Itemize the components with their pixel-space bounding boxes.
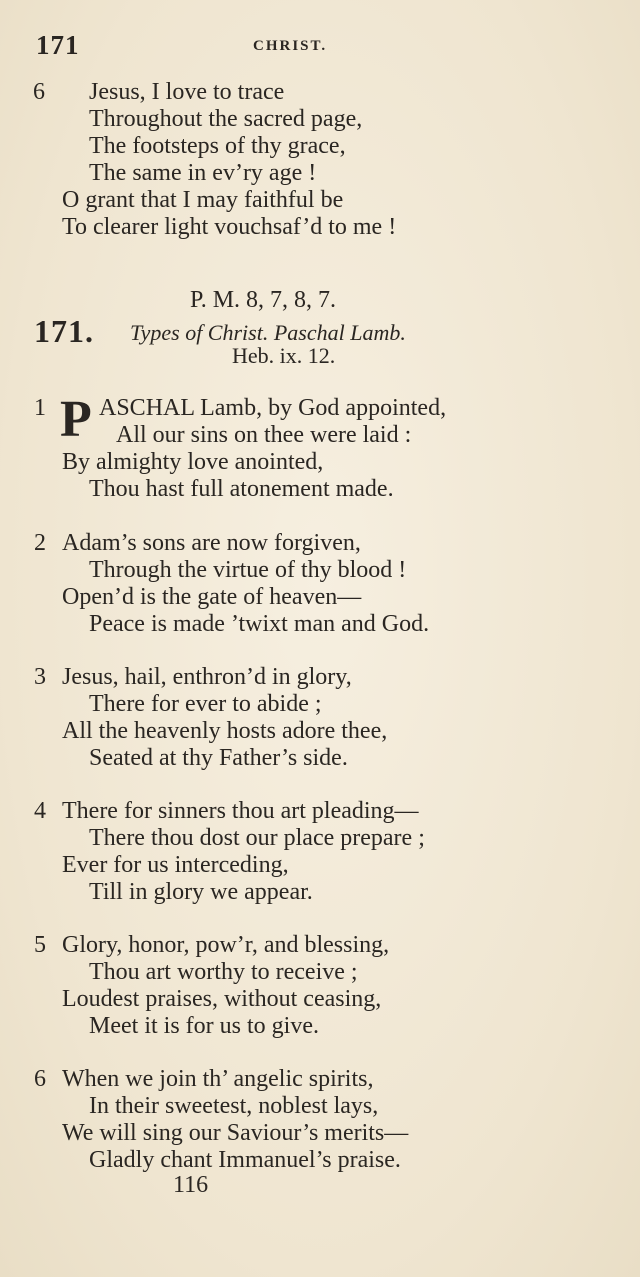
verse-line: All our sins on thee were laid : bbox=[116, 422, 412, 448]
verse-line: Loudest praises, without ceasing, bbox=[62, 986, 382, 1012]
hymn-title: Types of Christ. Paschal Lamb. bbox=[130, 320, 406, 345]
verse-line: Meet it is for us to give. bbox=[89, 1013, 319, 1039]
verse-line: Jesus, hail, enthron’d in glory, bbox=[62, 664, 352, 690]
verse-line: Throughout the sacred page, bbox=[89, 106, 363, 132]
verse-line: Glory, honor, pow’r, and blessing, bbox=[62, 932, 390, 958]
verse-line: Peace is made ’twixt man and God. bbox=[89, 611, 430, 637]
verse-line: All the heavenly hosts adore thee, bbox=[62, 718, 388, 744]
drop-cap: P bbox=[60, 391, 92, 448]
verse-number: 3 bbox=[34, 664, 46, 690]
verse-line: Seated at thy Father’s side. bbox=[89, 745, 348, 771]
hymn-meter: P. M. 8, 7, 8, 7. bbox=[190, 287, 337, 313]
verse-line: In their sweetest, noblest lays, bbox=[89, 1093, 379, 1119]
verse-line: There for sinners thou art pleading— bbox=[62, 798, 419, 824]
verse-line: Thou art worthy to receive ; bbox=[89, 959, 358, 985]
verse-number: 6 bbox=[33, 79, 45, 105]
verse-line: ASCHAL Lamb, by God appointed, bbox=[99, 395, 447, 421]
verse-line: Thou hast full atonement made. bbox=[89, 476, 394, 502]
hymn-number: 171. bbox=[34, 313, 94, 349]
verse-line: Adam’s sons are now forgiven, bbox=[62, 530, 361, 556]
verse-line: Gladly chant Immanuel’s praise. bbox=[89, 1147, 401, 1173]
verse-line: The same in ev’ry age ! bbox=[89, 160, 317, 186]
verse-line: To clearer light vouchsaf’d to me ! bbox=[62, 214, 397, 240]
verse-line: O grant that I may faithful be bbox=[62, 187, 344, 213]
verse-line: We will sing our Saviour’s merits— bbox=[62, 1120, 409, 1146]
verse-line: There for ever to abide ; bbox=[89, 691, 322, 717]
verse-line: By almighty love anointed, bbox=[62, 449, 324, 475]
verse-line: There thou dost our place prepare ; bbox=[89, 825, 425, 851]
verse-line: When we join th’ angelic spirits, bbox=[62, 1066, 374, 1092]
verse-line: Ever for us interceding, bbox=[62, 852, 289, 878]
verse-line: Through the virtue of thy blood ! bbox=[89, 557, 407, 583]
verse-line: Till in glory we appear. bbox=[89, 879, 313, 905]
verse-number: 1 bbox=[34, 395, 46, 421]
verse-line: The footsteps of thy grace, bbox=[89, 133, 346, 159]
verse-line: Jesus, I love to trace bbox=[89, 79, 285, 105]
scripture-reference: Heb. ix. 12. bbox=[232, 343, 336, 368]
running-title: CHRIST. bbox=[253, 38, 328, 54]
header-page-number: 171 bbox=[36, 30, 80, 60]
verse-number: 2 bbox=[34, 530, 46, 556]
footer-page-number: 116 bbox=[173, 1172, 209, 1198]
verse-number: 4 bbox=[34, 798, 46, 824]
verse-number: 5 bbox=[34, 932, 46, 958]
verse-number: 6 bbox=[34, 1066, 46, 1092]
verse-line: Open’d is the gate of heaven— bbox=[62, 584, 362, 610]
